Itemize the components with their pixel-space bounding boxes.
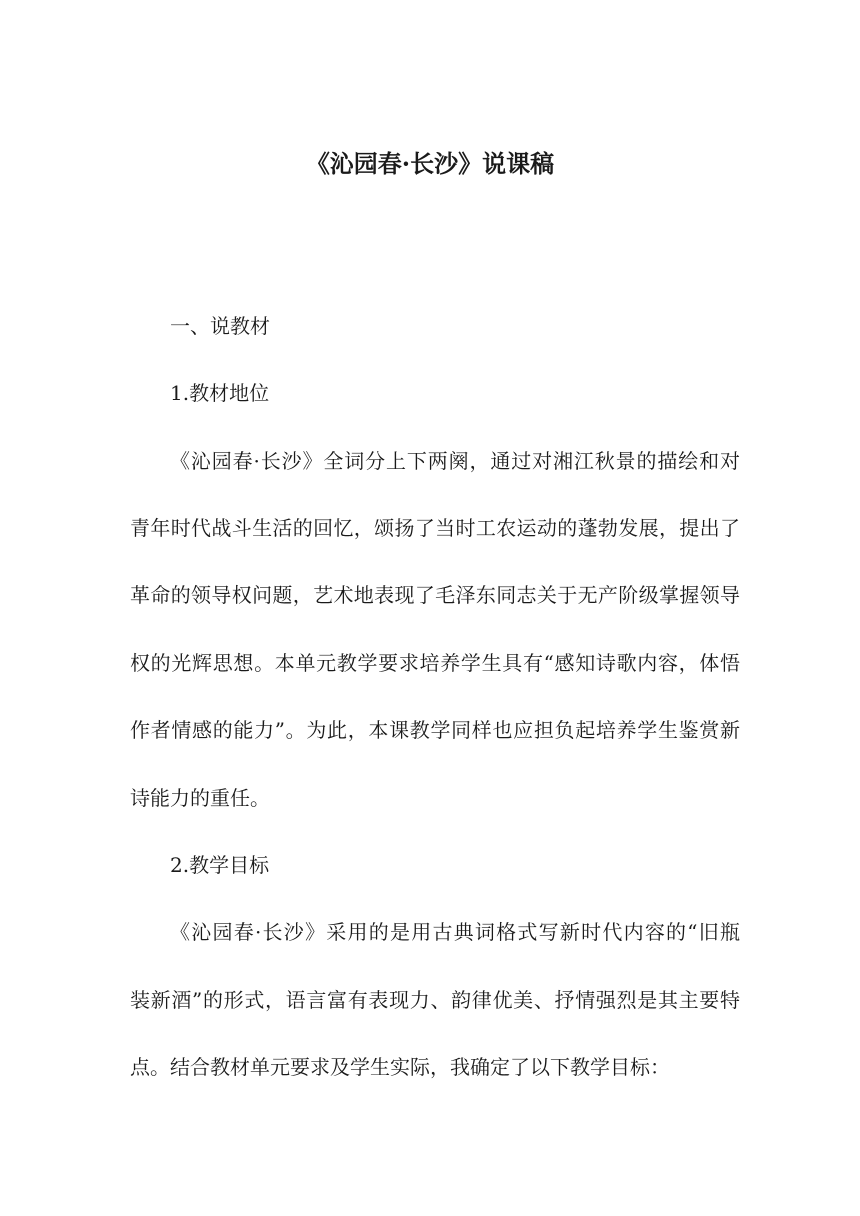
- paragraph-line: 权的光辉思想。本单元教学要求培养学生具有“感知诗歌内容，体悟: [130, 651, 740, 675]
- subsection-heading-position: 1.教材地位: [170, 381, 270, 405]
- subsection-heading-objectives: 2.教学目标: [170, 853, 270, 877]
- paragraph-line: 点。结合教材单元要求及学生实际，我确定了以下教学目标：: [130, 1055, 670, 1079]
- paragraph-line: 《沁园春·长沙》全词分上下两阕，通过对湘江秋景的描绘和对: [170, 449, 740, 473]
- paragraph-line: 作者情感的能力”。为此，本课教学同样也应担负起培养学生鉴赏新: [130, 718, 740, 742]
- paragraph-line: 装新酒”的形式，语言富有表现力、韵律优美、抒情强烈是其主要特: [130, 988, 740, 1012]
- paragraph-line: 青年时代战斗生活的回忆，颂扬了当时工农运动的蓬勃发展，提出了: [130, 516, 740, 540]
- paragraph-line: 革命的领导权问题，艺术地表现了毛泽东同志关于无产阶级掌握领导: [130, 583, 740, 607]
- paragraph-line: 诗能力的重任。: [130, 786, 270, 810]
- document-title: 《沁园春·长沙》说课稿: [305, 149, 555, 178]
- paragraph-line: 《沁园春·长沙》采用的是用古典词格式写新时代内容的“旧瓶: [170, 920, 740, 944]
- section-heading: 一、说教材: [170, 314, 270, 338]
